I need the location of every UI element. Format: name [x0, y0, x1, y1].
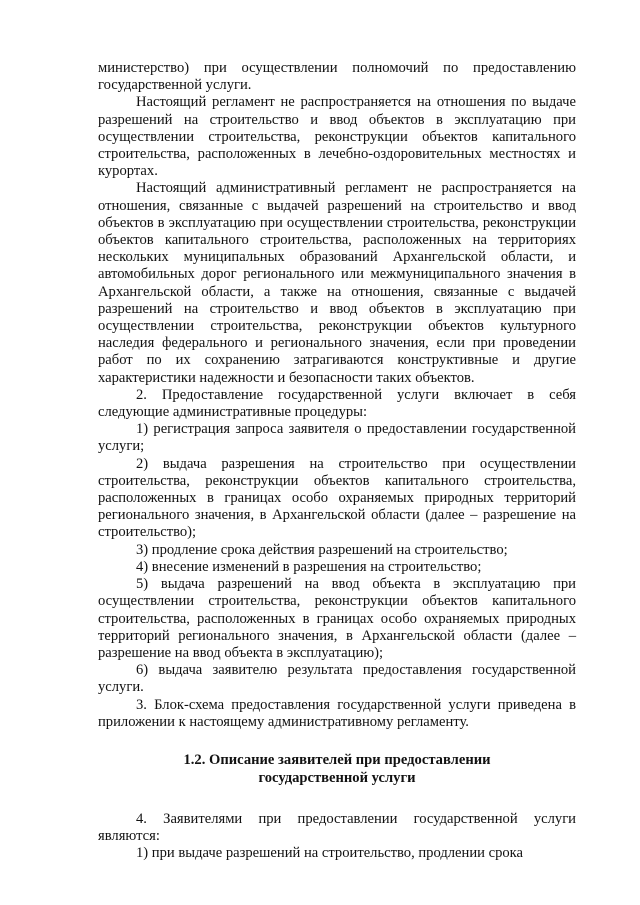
section-heading-line2: государственной услуги — [258, 769, 416, 786]
section-heading-line1: 1.2. Описание заявителей при предоставлении — [183, 751, 491, 768]
section-heading — [98, 751, 576, 787]
list-item-1: 1) регистрация запроса заявителя о предоставлении государственной услуги; — [98, 421, 576, 455]
paragraph-item-4: 4. Заявителями при предоставлении государственной услуги являются: — [98, 810, 576, 845]
paragraph-resort-exclusion: Настоящий регламент не распространяется на отношения по выдаче разрешений на строительство и ввод объектов в эксплуатацию при осуществлении строительства, реконструкции объектов капитального строительства, расположенных в лечебно-оздоровительных местностях и курортах. — [98, 94, 576, 180]
paragraph-regulation-exclusion: Настоящий административный регламент не распространяется на отношения, связанные с выдачей разрешений на строительство и ввод объектов в эксплуатацию при осуществлении строительства, реконструкции объектов капитального строительства, расположенных на территориях нескольких муниципальных образований Архангельской области, и автомобильных дорог регионального или межмуниципального значения в Архангельской области, а также на отношения, связанные с выдачей разрешений на строительство и ввод объектов в эксплуатацию при осуществлении строительства, реконструкции объектов культурного наследия федерального и регионального значения, если при проведении работ по их сохранению затрагиваются конструктивные и другие характеристики надежности и безопасности таких объектов. — [98, 180, 576, 386]
list-item-applicants-1: 1) при выдаче разрешений на строительство, продлении срока — [136, 845, 524, 862]
paragraph-item-2: 2. Предоставление государственной услуги включает в себя следующие административные процедуры: — [98, 386, 576, 421]
list-item-5: 5) выдача разрешений на ввод объекта в эксплуатацию при осуществлении строительства, реконструкции объектов капитального строительства, расположенных в границах особо охраняемых природных территорий регионального значения, в Архангельской области (далее – разрешение на ввод объекта в эксплуатацию); — [98, 576, 576, 661]
list-item-3: 3) продление срока действия разрешений на строительство; — [136, 541, 508, 558]
list-item-2: 2) выдача разрешения на строительство при осуществлении строительства, реконструкции объектов капитального строительства, расположенных в границах особо охраняемых природных территорий регионального значения, в Архангельской области (далее – разрешение на строительство); — [98, 455, 576, 541]
document-page — [98, 60, 576, 863]
paragraph-continuation: министерство) при осуществлении полномочий по предоставлению государственной услуги. — [98, 60, 576, 94]
list-item-4: 4) внесение изменений в разрешения на строительство; — [136, 558, 482, 575]
paragraph-item-3: 3. Блок-схема предоставления государственной услуги приведена в приложении к настоящему административному регламенту. — [98, 696, 576, 730]
list-item-6: 6) выдача заявителю результата предоставления государственной услуги. — [98, 662, 576, 696]
